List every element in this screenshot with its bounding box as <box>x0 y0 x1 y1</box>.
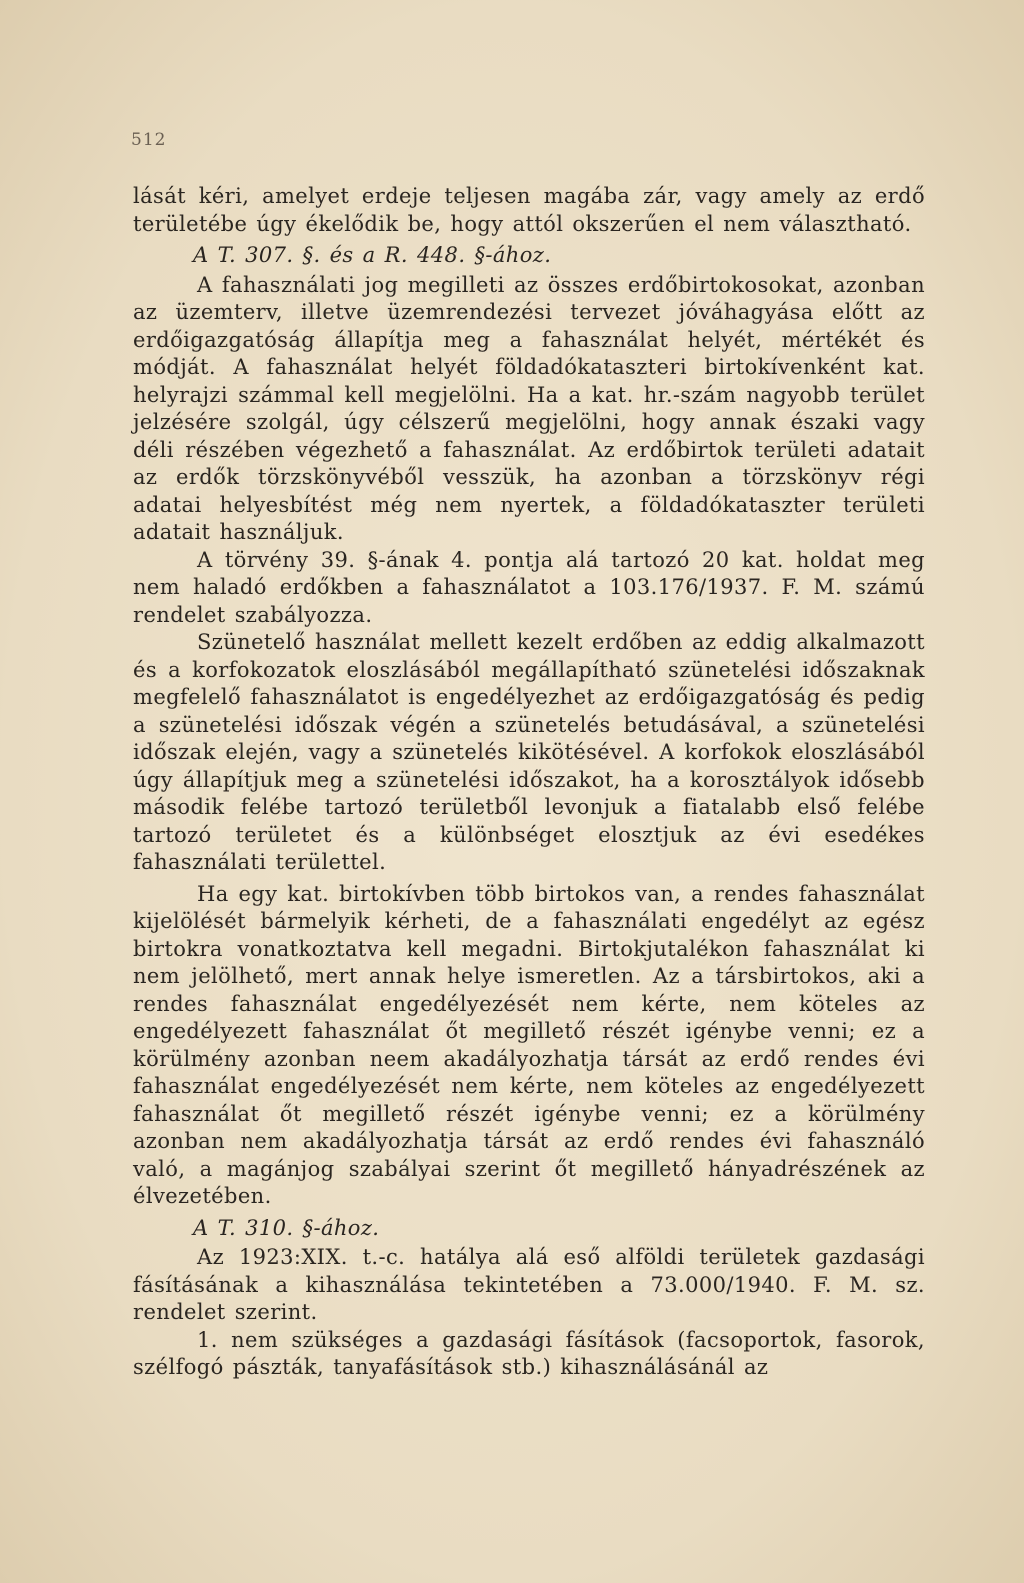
paragraph-szunetelo-hasznalat: Szünetelő használat mellett kezelt erdőben az eddig alkalmazott és a korfokozatok eloszlásából megállapítható szünetelési időszaknak megfelelő fahasználatot is engedélyezhet az erdőigazgatóság és pedig a szünetelési időszak végén a szünetelés betudásával, a szünetelési időszak elején, vagy a szünetelés kikötésével. A korfokok eloszlásából úgy állapítjuk meg a szünetelési időszakot, ha a korosztályok idősebb második felébe tartozó területből levonjuk a fiatalabb első felébe tartozó területet és a különbséget elosztjuk az évi esedékes fahasználati területtel. <box>133 630 925 874</box>
paragraph-alfoldi-teruletek: Az 1923:XIX. t.-c. hatálya alá eső alföldi területek gazdasági fásításának a kihasználása tekintetében a 73.000/1940. F. M. sz. rendelet szerint. <box>133 1245 925 1324</box>
paragraph-list-item-1: 1. nem szükséges a gazdasági fásítások (facsoportok, fasorok, szélfogó pászták, tanyafásítások stb.) kihasználásánál az <box>133 1327 925 1379</box>
page-number: 512 <box>131 130 167 150</box>
paragraph-birtokiv: Ha egy kat. birtokívben több birtokos van, a rendes fahasználat kijelölését bármelyik kérheti, de a fahasználati engedélyt az egész birtokra vonatkoztatva kell megadni. Birtokjutalékon fahasználat ki nem jelölhető, mert annak helye ismeretlen. Az a társbirtokos, aki a rendes fahasználat engedélyezését nem kérte, nem köteles az engedélyezett fahasználat őt megillető részét igénybe venni; ez a körülmény azonban neem akadályozhatja társát az erdő rendes évi fahasználat engedélyezését nem kérte, nem köteles az engedélyezett fahasználat őt megillető részét igénybe venni; ez a körülmény azonban nem akadályozhatja társát az erdő rendes évi fahasználó való, a magánjog szabályai szerint őt megillető hányadrészének az élvezetében. <box>133 881 925 1208</box>
page-body <box>133 183 925 1382</box>
paragraph-fahasznalati-jog: A fahasználati jog megilleti az összes erdőbirtokosokat, azonban az üzemterv, illetve üzemrendezési tervezet jóváhagyása előtt az erdőigazgatóság állapítja meg a fahasználat helyét, mértékét és módját. A fahasználat helyét földadókataszteri birtokívenként kat. helyrajzi számmal kell megjelölni. Ha a kat. hr.-szám nagyobb terület jelzésére szolgál, úgy célszerű megjelölni, hogy annak északi vagy déli részében végezhető a fahasználat. Az erdőbirtok területi adatait az erdők törzskönyvéből vesszük, ha azonban a törzskönyv régi adatai helyesbítést még nem nyertek, a földadókataszter területi adatait használjuk. <box>133 272 925 544</box>
section-heading-307: A T. 307. §. és a R. 448. §-ához. <box>193 243 552 267</box>
paragraph-torveny-39: A törvény 39. §-ának 4. pontja alá tartozó 20 kat. holdat meg nem haladó erdőkben a fahasználatot a 103.176/1937. F. M. számú rendelet szabályozza. <box>133 547 925 627</box>
section-heading-310: A T. 310. §-ához. <box>193 1215 380 1240</box>
paragraph-continued: lását kéri, amelyet erdeje teljesen magába zár, vagy amely az erdő területébe úgy ékelődik be, hogy attól okszerűen el nem választható. <box>133 184 925 236</box>
